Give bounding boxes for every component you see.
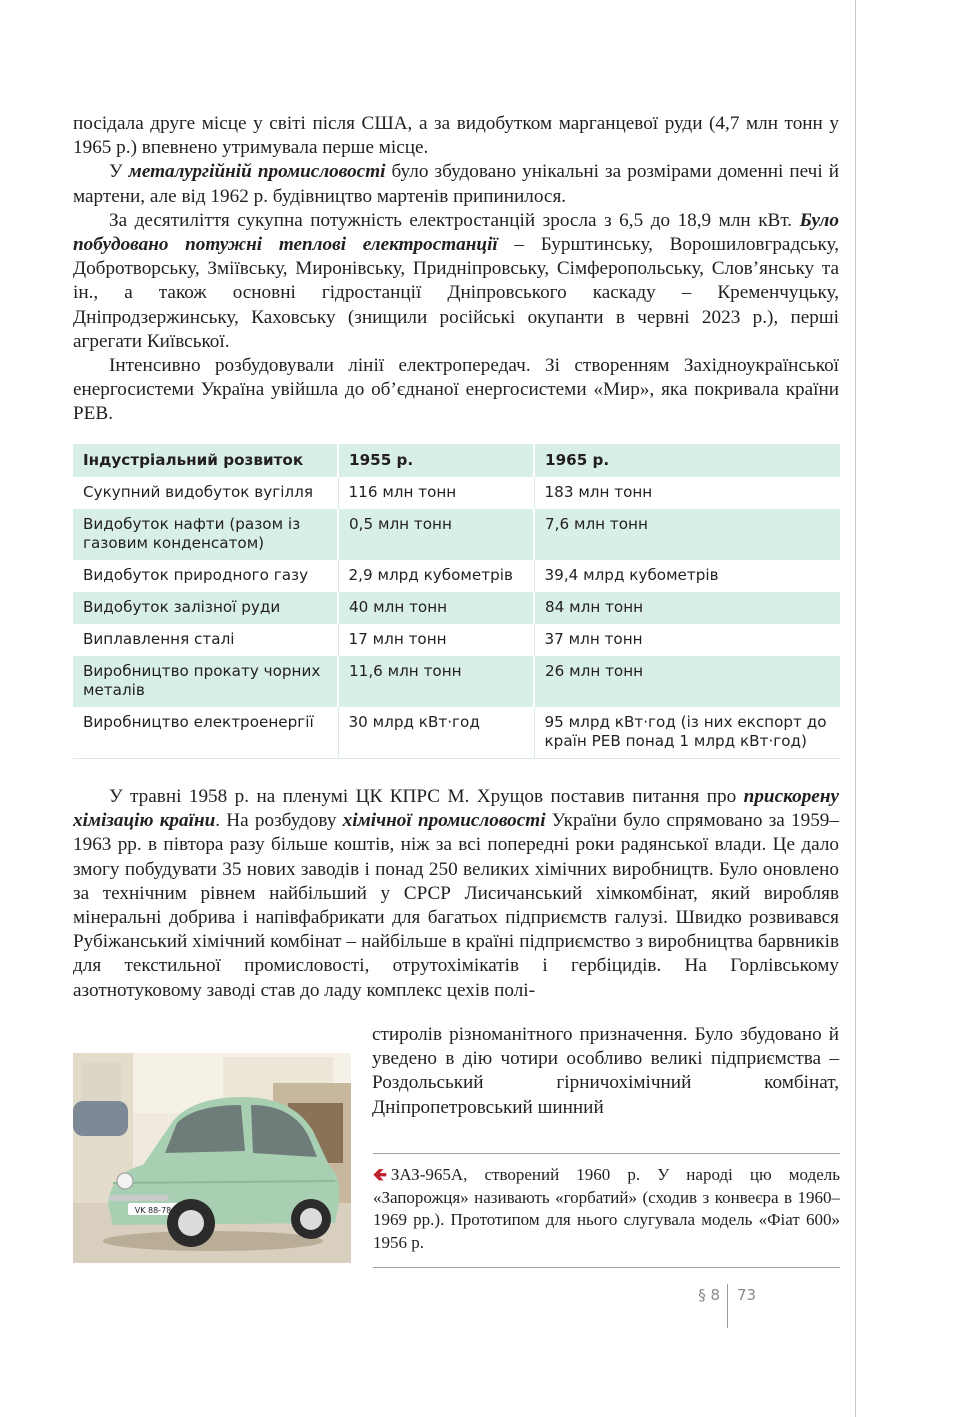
table-cell: Сукупний видобуток вугілля (73, 477, 338, 509)
paragraph-chemical-industry: У травні 1958 р. на пленумі ЦК КПРС М. Хрущов поставив питання про прискорену хімізацію країни. На розбудову хімічної промисловості України було спрямовано за 1959–1963 рр. в півтора разу більше коштів, ніж за всі попередні роки радянської влади. Це дало змогу побудувати 35 нових заводів і понад 250 великих хімічних виробництв. Було оновлено за технічним рівнем найбільший у СРСР Лисичанський хімкомбінат, який виробляв мінеральні добрива і напівфабрикати для багатьох підприємств галузі. Швидко розвивався Рубіжанський хімічний комбінат – найбільше в країні підприємство з виробництва барвників для текстильної промисловості, отрутохімікатів і гербіцидів. На Горлівському азотнотуковому заводі став до ладу комплекс цехів полі- (73, 786, 839, 1001)
caption-bottom-rule (373, 1267, 840, 1268)
paragraph-manganese: посідала друге місце у світі після США, а за видобутком марганцевої руди (4,7 млн тонн у 1965 р.) впевнено утримувала перше місце. (73, 113, 839, 159)
chemical-industry-text (73, 785, 839, 1003)
table-cell: Видобуток нафти (разом із газовим конденсатом) (73, 509, 338, 560)
chemical-industry-text-continued: стиролів різноманітного призначення. Було збудовано й уведено в дію чотири особливо великі підприємства – Роздольський гірничохімічний комбінат, Дніпропетровський шинний (372, 1024, 839, 1118)
table-cell: 11,6 млн тонн (338, 656, 534, 707)
table-row (73, 656, 840, 707)
footer-divider (727, 1284, 728, 1328)
table-cell: 0,5 млн тонн (338, 509, 534, 560)
table-cell: 37 млн тонн (534, 624, 840, 656)
photo-caption (373, 1164, 840, 1254)
table-cell: Виробництво електроенергії (73, 707, 338, 759)
table-header-cell: 1965 р. (534, 444, 840, 477)
table-cell: 183 млн тонн (534, 477, 840, 509)
term-chemicalization: прискорену хімізацію країни (73, 786, 839, 832)
table-header-row (73, 444, 840, 477)
table-cell: 95 млрд кВт·год (із них експорт до країн РЕВ понад 1 млрд кВт·год) (534, 707, 840, 759)
paragraph-power-lines: Інтенсивно розбудовували лінії електропередач. Зі створенням Західноукраїнської енергосистеми Україна увійшла до об’єднаної енергосистеми «Мир», яка покривала країни РЕВ. (73, 355, 839, 425)
term-chemical-industry: хімічної промисловості (342, 810, 546, 832)
industrial-development-table (73, 444, 840, 759)
table-cell: 84 млн тонн (534, 592, 840, 624)
table-row (73, 707, 840, 759)
table-cell: 7,6 млн тонн (534, 509, 840, 560)
table-cell: 40 млн тонн (338, 592, 534, 624)
table-cell: Видобуток залізної руди (73, 592, 338, 624)
paragraph-power-plants: За десятиліття сукупна потужність електростанцій зросла з 6,5 до 18,9 млн кВт. Було побудовано потужні теплові електростанції – Бурштинську, Ворошиловградську, Добротворську, Зміївську, Миронівську, Придніпровську, Сімферопольську, Слов’янську та ін., а також основні гідростанції Дніпровського каскаду – Кременчуцьку, Дніпродзержинську, Каховську (знищили російські окупанти в червні 2023 р.), перші агрегати Київської. (73, 209, 839, 352)
table-row (73, 477, 840, 509)
arrow-left-icon: 🡸 (373, 1165, 387, 1185)
intro-text (73, 112, 839, 427)
table-cell: 39,4 млрд кубометрів (534, 560, 840, 592)
table-row (73, 592, 840, 624)
page-edge-rule (855, 0, 856, 1417)
table-cell: 17 млн тонн (338, 624, 534, 656)
page-number: 73 (737, 1286, 757, 1304)
paragraph-metallurgy: У металургійній промисловості було збудовано унікальні за розмірами доменні печі й мартени, але від 1962 р. будівництво мартенів припинилося. (73, 161, 840, 207)
table-cell: 116 млн тонн (338, 477, 534, 509)
table-header-cell: 1955 р. (338, 444, 534, 477)
table-cell: Виробництво прокату чорних металів (73, 656, 338, 707)
section-number: § 8 (698, 1286, 720, 1304)
table-cell: 2,9 млрд кубометрів (338, 560, 534, 592)
caption-top-rule (373, 1153, 840, 1154)
table-row (73, 560, 840, 592)
table-row (73, 509, 840, 560)
term-metallurgy: металургійній промисловості (128, 161, 386, 183)
table-header-cell: Індустріальний розвиток (73, 444, 338, 477)
table-row (73, 624, 840, 656)
caption-text: ЗАЗ-965А, створений 1960 р. У народі цю модель «Запорожця» називають «горбатий» (сходив з конвеєра в 1960–1969 рр.). Прототипом для нього слугувала модель «Фіат 600» 1956 р. (373, 1165, 840, 1252)
table-cell: Видобуток природного газу (73, 560, 338, 592)
table-cell: 26 млн тонн (534, 656, 840, 707)
table-cell: Виплавлення сталі (73, 624, 338, 656)
term-thermal-plants: Було побудовано потужні теплові електростанції (73, 209, 839, 256)
table-cell: 30 млрд кВт·год (338, 707, 534, 759)
zaz-965a-car-photo (73, 1053, 351, 1263)
license-plate: VK 88-78 (134, 1206, 172, 1215)
